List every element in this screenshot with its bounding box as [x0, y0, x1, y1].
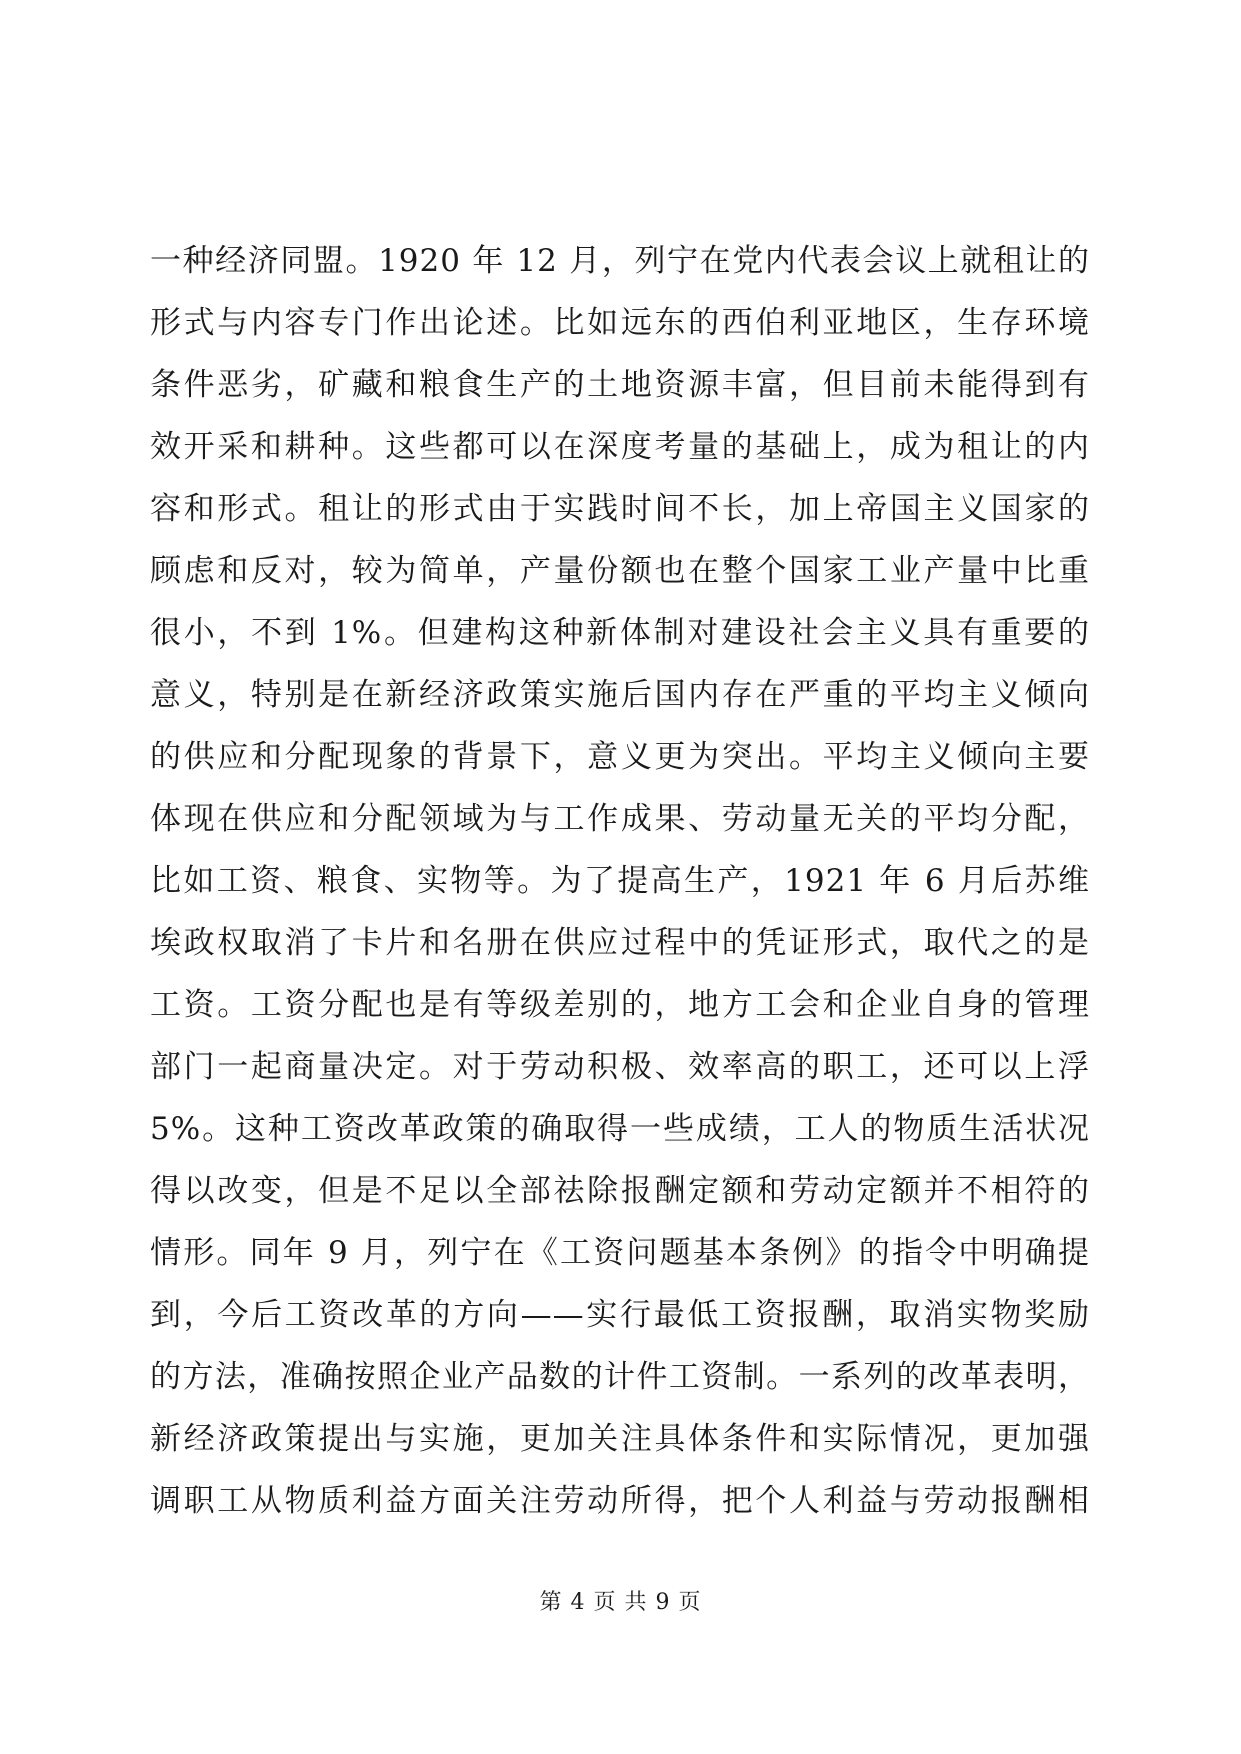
text-line: 很小，不到 1%。但建构这种新体制对建设社会主义具有重要的 — [150, 615, 1090, 651]
text-line: 体现在供应和分配领域为与工作成果、劳动量无关的平均分配， — [150, 801, 1090, 837]
text-line: 到，今后工资改革的方向——实行最低工资报酬，取消实物奖励 — [150, 1297, 1090, 1333]
text-line: 部门一起商量决定。对于劳动积极、效率高的职工，还可以上浮 — [150, 1049, 1090, 1085]
text-line: 埃政权取消了卡片和名册在供应过程中的凭证形式，取代之的是 — [150, 925, 1090, 961]
text-line: 效开采和耕种。这些都可以在深度考量的基础上，成为租让的内 — [150, 429, 1090, 465]
text-line: 一种经济同盟。1920 年 12 月，列宁在党内代表会议上就租让的 — [150, 243, 1090, 279]
text-line: 得以改变，但是不足以全部祛除报酬定额和劳动定额并不相符的 — [150, 1173, 1090, 1209]
text-line: 意义，特别是在新经济政策实施后国内存在严重的平均主义倾向 — [150, 677, 1090, 713]
text-line: 新经济政策提出与实施，更加关注具体条件和实际情况，更加强 — [150, 1421, 1090, 1457]
text-line: 5%。这种工资改革政策的确取得一些成绩，工人的物质生活状况 — [150, 1111, 1090, 1147]
body-text — [150, 230, 1090, 1532]
text-line: 的方法，准确按照企业产品数的计件工资制。一系列的改革表明， — [150, 1359, 1090, 1395]
text-line: 容和形式。租让的形式由于实践时间不长，加上帝国主义国家的 — [150, 491, 1090, 527]
text-line: 顾虑和反对，较为简单，产量份额也在整个国家工业产量中比重 — [150, 553, 1090, 589]
text-line: 工资。工资分配也是有等级差别的，地方工会和企业自身的管理 — [150, 987, 1090, 1023]
text-line: 调职工从物质利益方面关注劳动所得，把个人利益与劳动报酬相 — [150, 1483, 1090, 1519]
text-line: 条件恶劣，矿藏和粮食生产的土地资源丰富，但目前未能得到有 — [150, 367, 1090, 403]
text-line: 情形。同年 9 月，列宁在《工资问题基本条例》的指令中明确提 — [150, 1235, 1090, 1271]
text-line: 形式与内容专门作出论述。比如远东的西伯利亚地区，生存环境 — [150, 305, 1090, 341]
page-footer: 第 4 页 共 9 页 — [539, 1590, 702, 1615]
text-line: 比如工资、粮食、实物等。为了提高生产，1921 年 6 月后苏维 — [150, 863, 1090, 899]
text-line: 的供应和分配现象的背景下，意义更为突出。平均主义倾向主要 — [150, 739, 1090, 775]
